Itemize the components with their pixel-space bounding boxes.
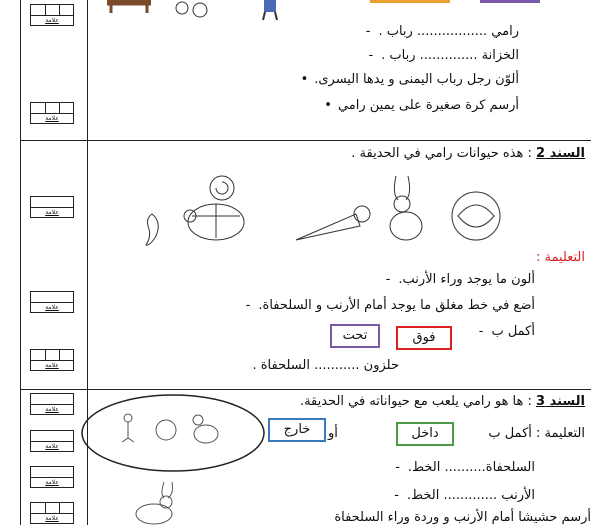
grade-box: علامة [30, 196, 74, 218]
section-divider-2 [20, 389, 591, 390]
s3-header: السند 3 : ها هو رامي يلعب مع حيواناته في الحديقة. [299, 394, 585, 409]
grade-box: علامة [30, 349, 74, 371]
grade-box: علامة [30, 502, 74, 524]
s1-line1: رامي ................. رباب . - [366, 24, 519, 40]
s1-line4: أرسم كرة صغيرة على يمين رامي • [324, 98, 519, 114]
word-box-up: فوق [396, 326, 452, 350]
color-bar [480, 0, 540, 3]
s1-line3: ألوّن رجل رباب اليمنى و يدها اليسرى. • [301, 72, 519, 88]
grade-box: علامة [30, 102, 74, 124]
s3-or: أو [328, 426, 338, 441]
color-bar [370, 0, 450, 3]
grade-box: علامة [30, 4, 74, 26]
rabbit-illustration [378, 174, 434, 244]
section-divider-1 [20, 140, 591, 141]
child-illustration [258, 0, 282, 22]
carrot-illustration [292, 200, 376, 246]
s2-sentence: حلزون ........... السلحفاة . [252, 358, 399, 373]
s3-item2: الأرنب ............. الخط. - [394, 488, 535, 504]
grade-box: علامة [30, 291, 74, 313]
grade-box: علامة [30, 430, 74, 452]
s2-item3: أكمل ب - [479, 324, 535, 340]
s3-item3: أرسم حشيشا أمام الأرنب و وردة وراء السلحفاة [334, 510, 591, 525]
word-box-outside: خارج [268, 418, 326, 442]
cabbage-illustration [446, 190, 506, 242]
word-box-inside: داخل [396, 422, 454, 446]
grade-box: علامة [30, 393, 74, 415]
animals-in-oval-illustration [118, 412, 226, 446]
bench-illustration [105, 0, 155, 14]
s3-instruction: التعليمة : أكمل ب [488, 426, 585, 441]
s2-instruction-label: التعليمة : [536, 250, 585, 265]
turtle-snail-illustration [178, 172, 248, 242]
s2-item1: ألون ما يوجد وراء الأرنب. - [386, 272, 535, 288]
grade-box: علامة [30, 466, 74, 488]
s2-header: السند 2 : هذه حيوانات رامي في الحديقة . [351, 146, 585, 161]
rabbit-outside-illustration [130, 480, 182, 525]
word-box-down: تحت [330, 324, 380, 348]
pepper-illustration [138, 212, 164, 248]
animals-illustration [172, 0, 212, 20]
s2-item2: أضع في خط مغلق ما يوجد أمام الأرنب و السلحفاة. - [246, 298, 535, 314]
s3-item1: السلحفاة.......... الخط. - [395, 460, 535, 476]
s1-line2: الخزانة .............. رباب . - [368, 48, 519, 64]
